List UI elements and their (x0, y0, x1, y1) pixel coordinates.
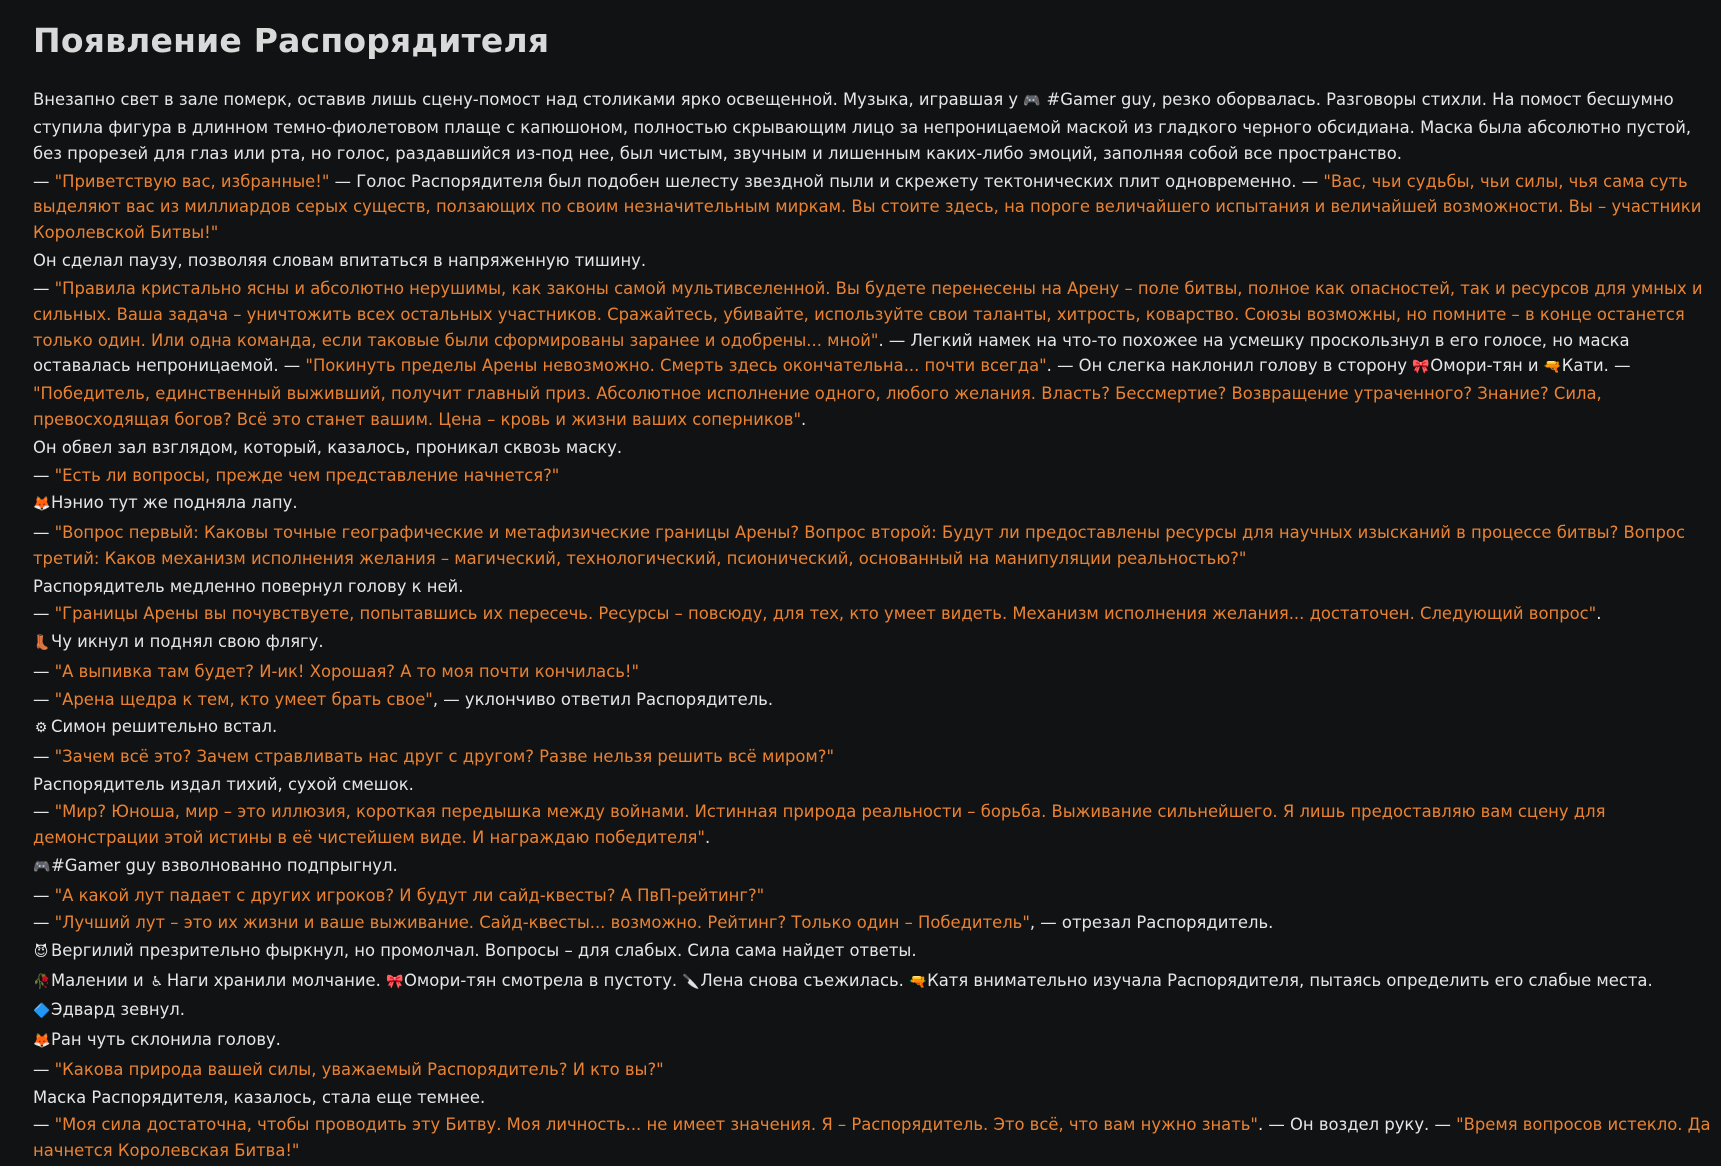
speech-text: "Покинуть пределы Арены невозможно. Смерть здесь окончательна... почти всегда" (305, 356, 1047, 376)
narration-text: Кати. — (1561, 356, 1631, 376)
gear-icon: ⚙ (34, 720, 48, 737)
paragraph (33, 659, 1713, 685)
narration-text: Маска Распорядителя, казалось, стала еще темнее. (33, 1087, 486, 1107)
narration-text: Малении и (51, 970, 149, 990)
paragraph (33, 574, 1713, 600)
speech-text: "Арена щедра к тем, кто умеет брать свое" (54, 689, 433, 709)
narration-text: — Голос Распорядителя был подобен шелесту звездной пыли и скрежету тектонических плит одновременно. — (329, 171, 1324, 191)
story-body (33, 87, 1713, 1164)
speech-text: "Моя сила достаточна, чтобы проводить эту Битву. Моя личность... не имеет значения. Я – Распорядитель. Это всё, что вам нужно знать" (54, 1115, 1258, 1135)
speech-text: "А какой лут падает с других игроков? И будут ли сайд-квесты? А ПвП-рейтинг?" (54, 885, 765, 905)
narration-text: — (33, 604, 55, 624)
paragraph (33, 744, 1713, 770)
narration-text: Он сделал паузу, позволяя словам впитаться в напряженную тишину. (33, 251, 647, 271)
paragraph (33, 1027, 1713, 1055)
paragraph (33, 601, 1713, 627)
fox-icon: 🦊 (33, 1033, 51, 1050)
narration-text: — (33, 661, 55, 681)
paragraph (33, 687, 1713, 713)
speech-text: "А выпивка там будет? И-ик! Хорошая? А то моя почти кончилась!" (54, 661, 640, 681)
narration-text: . — Легкий намек на что-то похожее на усмешку проскользнул в его голосе, но маска оставалась непроницаемой. — (33, 330, 1630, 376)
narration-text: — (33, 171, 55, 191)
narration-text: Распорядитель издал тихий, сухой смешок. (33, 774, 414, 794)
paragraph (33, 248, 1713, 274)
speech-text: "Вопрос первый: Каковы точные географические и метафизические границы Арены? Вопрос второй: Будут ли предоставлены ресурсы для научных изысканий в процессе битвы? Вопрос третий: Каков механизм исполнения желания – магический, технологический, псионический, основанный на манипуляции реальностью?" (33, 523, 1685, 568)
speech-text: "Победитель, единственный выживший, получит главный приз. Абсолютное исполнение одного, любого желания. Власть? Бессмертие? Возвращение утраченного? Знание? Сила, превосходящая богов? Всё это станет вашим. Цена – кровь и жизни ваших соперников" (33, 384, 1602, 430)
paragraph (33, 799, 1713, 851)
narration-text: — (33, 523, 55, 543)
narration-text: — (33, 1059, 55, 1079)
paragraph (33, 629, 1713, 657)
narration-text: Омори-тян смотрела в пустоту. (404, 970, 683, 990)
narration-text: — (33, 802, 55, 822)
paragraph (33, 1112, 1713, 1164)
narration-text: — (33, 465, 55, 485)
ribbon-icon: 🎀 (1412, 359, 1430, 376)
rose-icon: 🥀 (33, 973, 51, 990)
speech-text: "Лучший лут – это их жизни и ваше выживание. Сайд-квесты... возможно. Рейтинг? Только один – Победитель" (54, 913, 1030, 933)
paragraph (33, 997, 1713, 1025)
speech-text: "Границы Арены вы почувствуете, попытавшись их пересечь. Ресурсы – повсюду, для тех, кто умеет видеть. Механизм исполнения желания... достаточен. Следующий вопрос" (54, 604, 1597, 624)
narration-text: — (33, 746, 55, 766)
paragraph (33, 169, 1713, 247)
ribbon-icon: 🎀 (386, 973, 404, 990)
gamepad-icon: 🎮 (33, 858, 51, 875)
speech-text: "Вас, чьи судьбы, чьи силы, чья сама суть выделяют вас из миллиардов серых существ, ползающих по своим незначительным миркам. Вы стоите здесь, на пороге величайшего испытания и величайшей возможности. Вы – участники Королевской Битвы!" (33, 171, 1702, 243)
wheelchair-icon: ♿ (150, 973, 164, 990)
narration-text: Симон решительно встал. (51, 717, 278, 737)
green-gun-icon: 🔫 (909, 973, 927, 990)
paragraph (33, 968, 1713, 996)
narration-text: , — уклончиво ответил Распорядитель. (432, 689, 774, 709)
paragraph (33, 853, 1713, 881)
narration-text: . — Он воздел руку. — (1257, 1115, 1457, 1135)
narration-text: — (33, 278, 55, 298)
boot-icon: 👢 (33, 635, 51, 652)
narration-text: . (704, 828, 711, 848)
speech-text: "Мир? Юноша, мир – это иллюзия, короткая передышка между войнами. Истинная природа реальности – борьба. Выживание сильнейшего. Я лишь предоставляю вам сцену для демонстрации этой истины в её чистейшем виде. И награждаю победителя" (33, 802, 1606, 848)
narration-text: — (33, 885, 55, 905)
narration-text: — (33, 689, 55, 709)
paragraph (33, 1057, 1713, 1083)
speech-text: "Какова природа вашей силы, уважаемый Распорядитель? И кто вы?" (54, 1059, 664, 1079)
paragraph (33, 87, 1713, 167)
narration-text: Внезапно свет в зале померк, оставив лишь сцену-помост над столиками ярко освещенной. Музыка, игравшая у (33, 90, 1024, 109)
narration-text: — (33, 913, 55, 933)
narration-text: Лена снова съежилась. (700, 970, 910, 990)
paragraph (33, 276, 1713, 433)
paragraph (33, 938, 1713, 966)
narration-text: . (1596, 604, 1602, 624)
narration-text: Нэнио тут же подняла лапу. (51, 493, 298, 513)
paragraph (33, 772, 1713, 798)
green-gun-icon: 🔫 (1543, 359, 1562, 376)
narration-text: Ран чуть склонила голову. (51, 1030, 281, 1050)
narration-text: Катя внимательно изучала Распорядителя, пытаясь определить его слабые места. (927, 970, 1653, 990)
gamepad-icon: 🎮 (1023, 93, 1041, 109)
knife-icon: 🔪 (682, 973, 700, 990)
speech-text: "Время вопросов истекло. Да начнется Королевская Битва!" (33, 1115, 1711, 1161)
paragraph (33, 883, 1713, 909)
fox-icon: 🦊 (33, 496, 51, 513)
paragraph (33, 714, 1713, 742)
paragraph (33, 490, 1713, 518)
narration-text: . — Он слегка наклонил голову в сторону (1046, 356, 1413, 376)
narration-text: Вергилий презрительно фыркнул, но промолчал. Вопросы – для слабых. Сила сама найдет ответы. (51, 941, 917, 961)
narration-text: Омори-тян и (1430, 356, 1544, 376)
narration-text: #Gamer guy, резко оборвалась. Разговоры стихли. На помост бесшумно ступила фигура в длинном темно-фиолетовом плаще с капюшоном, полностью скрывающим лицо за непроницаемой маской из гладкого черного обсидиана. Маска была абсолютно пустой, без прорезей для глаз или рта, но голос, раздавшийся из-под нее, был чистым, звучным и лишенным каких-либо эмоций, заполняя собой все пространство. (33, 90, 1692, 163)
narration-text: Чу икнул и поднял свою флягу. (51, 632, 324, 652)
narration-text: Наги хранили молчание. (166, 970, 387, 990)
narration-text: #Gamer guy взволнованно подпрыгнул. (51, 855, 398, 875)
paragraph (33, 435, 1713, 461)
page-title: Появление Распорядителя (33, 21, 550, 60)
narration-text: Распорядитель медленно повернул голову к ней. (33, 576, 464, 596)
narration-text: Эдвард зевнул. (51, 1000, 185, 1020)
narration-text: , — отрезал Распорядитель. (1029, 913, 1274, 933)
speech-text: "Есть ли вопросы, прежде чем представление начнется?" (54, 465, 560, 485)
paragraph (33, 520, 1713, 572)
paragraph (33, 910, 1713, 936)
blue-diamond-icon: 🔷 (33, 1003, 51, 1020)
narration-text: . (800, 410, 807, 430)
narration-text: Он обвел зал взглядом, который, казалось, проникал сквозь маску. (33, 437, 623, 457)
speech-text: "Зачем всё это? Зачем стравливать нас друг с другом? Разве нельзя решить всё миром?" (54, 746, 835, 766)
devil-icon: 😈 (33, 944, 49, 961)
speech-text: "Приветствую вас, избранные!" (54, 171, 330, 191)
document (33, 14, 1713, 1166)
paragraph (33, 1085, 1713, 1111)
narration-text: — (33, 1115, 55, 1135)
paragraph (33, 463, 1713, 489)
speech-text: "Правила кристально ясны и абсолютно нерушимы, как законы самой мультивселенной. Вы будете перенесены на Арену – поле битвы, полное как опасностей, так и ресурсов для умных и сильных. Ваша задача – уничтожить всех остальных участников. Сражайтесь, убивайте, используйте свои таланты, хитрость, коварство. Союзы возможны, но помните – в конце останется только один. Или одна команда, если таковые были сформированы заранее и одобрены... мной" (33, 278, 1703, 350)
